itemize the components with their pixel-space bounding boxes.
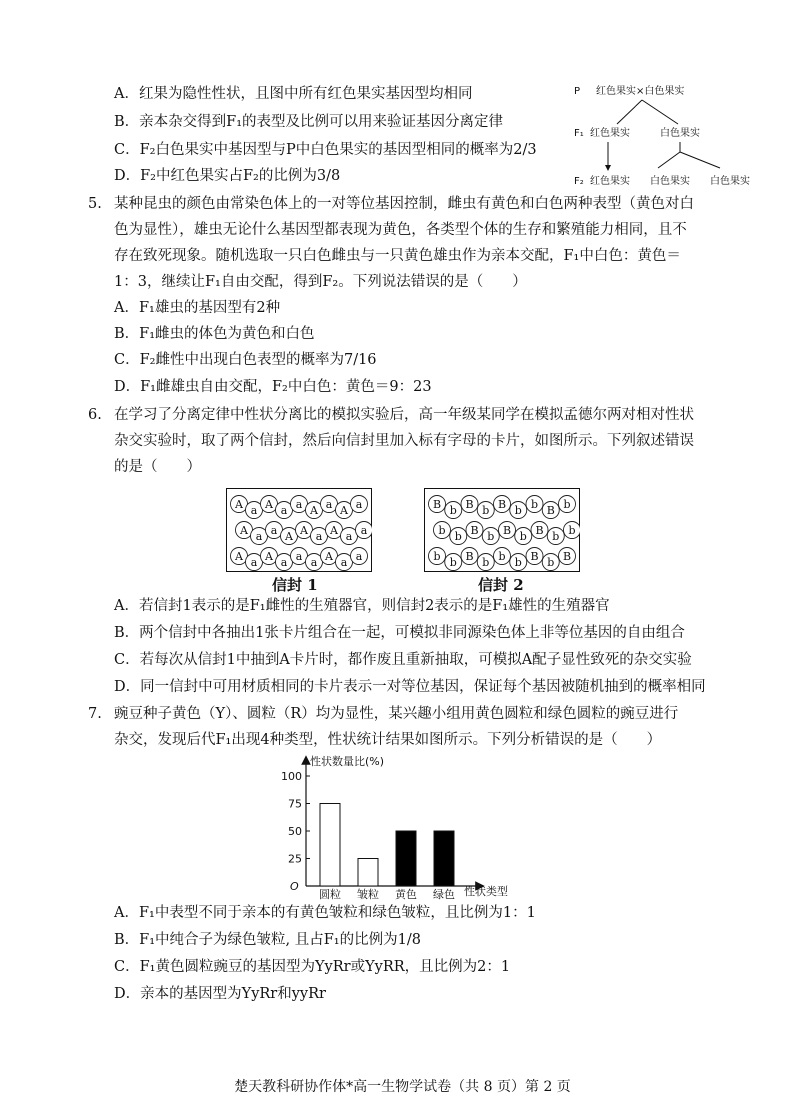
envelope-1-card-letter: a: [315, 530, 323, 543]
f2-white-2: 白色果实: [710, 176, 750, 187]
envelope-1: [226, 488, 372, 572]
bar-4: [434, 831, 454, 886]
x-axis-label: 性状类型: [464, 885, 508, 898]
q6-stem-3: 的是（ ）: [114, 459, 201, 475]
q7-option-d: D．亲本的基因型为YyRr和yyRr: [114, 986, 326, 1002]
envelope-2-card: [494, 548, 511, 565]
envelope-2-card-letter: B: [465, 498, 474, 511]
q5-option-a: A．F₁雄虫的基因型有2种: [114, 300, 281, 316]
envelope-1-card: [351, 548, 368, 565]
envelope-2-card-letter: b: [482, 556, 490, 569]
envelope-2-card: [542, 502, 559, 519]
p-cross-text: 红色果实×白色果实: [596, 86, 685, 97]
envelope-1-card: [246, 502, 263, 519]
envelope-1-card-letter: a: [295, 498, 303, 511]
page-footer: 楚天教科研协作体*高一生物学试卷（共 8 页）第 2 页: [234, 1079, 571, 1095]
envelope-1-card: [251, 528, 268, 545]
envelope-2-card-letter: b: [552, 530, 560, 543]
envelope-2-card: [461, 496, 478, 513]
envelope-1-card-letter: a: [295, 550, 303, 563]
envelope-2-card-letter: b: [454, 530, 462, 543]
envelope-1-card-letter: a: [360, 524, 368, 537]
trait-ratio-bar-chart: [270, 754, 540, 900]
f2-white-1: 白色果实: [650, 176, 690, 187]
envelope-1-card-letter: a: [250, 504, 258, 517]
envelope-1-card-letter: a: [310, 556, 318, 569]
envelope-1-card-letter: a: [250, 556, 258, 569]
envelope-2-card-letter: B: [530, 550, 539, 563]
envelope-2-card: [526, 496, 543, 513]
envelope-2-card: [559, 548, 576, 565]
envelope-1-card: [326, 522, 343, 539]
envelope-2-card: [477, 554, 494, 571]
y-axis-label: 性状数量比(%): [310, 755, 385, 768]
envelope-2-card-letter: b: [433, 550, 441, 563]
f2-label: F₂: [574, 176, 584, 187]
envelope-1-card-letter: A: [300, 524, 308, 537]
envelope-1-card-letter: a: [325, 498, 333, 511]
envelope-1-card: [261, 548, 278, 565]
envelope-2-card: [434, 522, 451, 539]
q5-stem-3: 存在致死现象。随机选取一只白色雌虫与一只黄色雄虫作为亲本交配，F₁中白色：黄色＝: [114, 248, 681, 264]
envelope-2-card-letter: b: [519, 530, 527, 543]
envelope-2-card: [510, 554, 527, 571]
q6-stem-2: 杂交实验时，取了两个信封，然后向信封里加入标有字母的卡片，如图所示。下列叙述错误: [114, 433, 694, 449]
envelope-1-card: [291, 496, 308, 513]
q5-option-b: B．F₁雌虫的体色为黄色和白色: [114, 326, 315, 342]
envelope-2-card: [429, 496, 446, 513]
envelope-2-card-letter: B: [546, 504, 555, 517]
envelope-1-card: [291, 548, 308, 565]
envelope-1-card: [261, 496, 278, 513]
q5-option-d: D．F₁雌雄虫自由交配，F₂中白色：黄色＝9：23: [114, 379, 432, 395]
q5-stem-2: 色为显性），雄虫无论什么基因型都表现为黄色，各类型个体的生存和繁殖能力相同，且不: [114, 222, 687, 238]
f1-white: 白色果实: [660, 128, 700, 139]
q7-stem-2: 杂交，发现后代F₁出现4种类型，性状统计结果如图所示。下列分析错误的是（ ）: [114, 732, 662, 748]
envelope-1-card: [266, 522, 283, 539]
q6-option-c: C．若每次从信封1中抽到A卡片时，都作废且重新抽取，可模拟A配子显性致死的杂交实验: [114, 652, 692, 668]
envelope-1-card-letter: A: [325, 550, 333, 563]
q6-option-a: A．若信封1表示的是F₁雌性的生殖器官，则信封2表示的是F₁雄性的生殖器官: [114, 598, 610, 614]
bar-1: [320, 804, 340, 887]
q5-stem-4: 1：3，继续让F₁自由交配，得到F₂。下列说法错误的是（ ）: [114, 274, 527, 290]
envelope-1-card: [341, 528, 358, 545]
envelope-2-card: [445, 502, 462, 519]
envelope-1-card: [321, 548, 338, 565]
envelope-2-card: [531, 522, 548, 539]
envelope-1-card: [296, 522, 313, 539]
envelope-2-card: [510, 502, 527, 519]
q5-number: 5.: [88, 196, 102, 212]
envelope-1-card: [336, 554, 353, 571]
q6-stem-1: 在学习了分离定律中性状分离比的模拟实验后，高一年级某同学在模拟孟德尔两对相对性状: [114, 407, 694, 423]
envelope-1-card-letter: a: [280, 504, 288, 517]
origin-label: O: [290, 880, 299, 893]
envelope-2-card-letter: b: [482, 504, 490, 517]
envelope-2-card: [515, 528, 532, 545]
f1-red: 红色果实: [590, 128, 630, 139]
envelope-2-card-letter: B: [432, 498, 442, 511]
envelope-2-card: [499, 522, 516, 539]
envelope-1-card: [356, 522, 373, 539]
envelope-2-card-letter: B: [465, 550, 474, 563]
envelope-2-card: [466, 522, 483, 539]
envelope-1-card-letter: a: [355, 550, 363, 563]
envelope-1-card-letter: a: [355, 498, 363, 511]
envelope-1-card-letter: A: [285, 530, 293, 543]
q6-option-d: D．同一信封中可用材质相同的卡片表示一对等位基因，保证每个基因被随机抽到的概率相同: [114, 679, 706, 695]
envelope-1-card-letter: A: [340, 504, 348, 517]
category-label: 绿色: [433, 888, 455, 900]
bar-3: [396, 831, 416, 886]
envelope-2-card-letter: B: [562, 550, 572, 563]
envelope-2-card: [461, 548, 478, 565]
envelope-1-card-letter: a: [340, 556, 348, 569]
envelope-2-card-letter: b: [563, 498, 571, 511]
envelope-2-card-letter: b: [498, 550, 506, 563]
envelope-1-card-letter: A: [235, 498, 243, 511]
envelope-1-card: [306, 502, 323, 519]
envelope-1-card-letter: A: [235, 550, 243, 563]
envelope-2-card-letter: b: [514, 556, 522, 569]
envelope-1-card: [351, 496, 368, 513]
envelope-1-card: [321, 496, 338, 513]
envelope-2-card: [542, 554, 559, 571]
envelope-2-card: [559, 496, 576, 513]
envelope-2-card-letter: b: [487, 530, 495, 543]
q7-number: 7.: [88, 706, 102, 722]
envelope-1-card: [336, 502, 353, 519]
envelope-2: [424, 488, 580, 572]
envelope-1-card-letter: A: [330, 524, 338, 537]
category-label: 圆粒: [319, 888, 341, 900]
envelope-2-card: [450, 528, 467, 545]
q7-option-b: B．F₁中纯合子为绿色皱粒, 且占F₁的比例为1/8: [114, 932, 421, 948]
envelope-2-caption: 信封 2: [478, 576, 524, 594]
q4-option-c: C．F₂白色果实中基因型与P中白色果实的基因型相同的概率为2/3: [114, 142, 537, 158]
envelope-2-card-letter: b: [449, 504, 457, 517]
envelope-2-card: [494, 496, 511, 513]
envelope-2-card: [547, 528, 564, 545]
envelope-2-card-letter: B: [497, 498, 507, 511]
envelope-1-card-letter: A: [240, 524, 248, 537]
envelope-2-card: [526, 548, 543, 565]
envelope-1-card: [231, 496, 248, 513]
envelope-1-card-letter: a: [270, 524, 278, 537]
envelope-2-card-letter: b: [530, 498, 539, 511]
q7-stem-1: 豌豆种子黄色（Y）、圆粒（R）均为显性，某兴趣小组用黄色圆粒和绿色圆粒的豌豆进行: [114, 706, 679, 722]
bar-2: [358, 859, 378, 887]
envelope-1-card-letter: A: [310, 504, 318, 517]
q4-option-a: A．红果为隐性性状，且图中所有红色果实基因型均相同: [114, 86, 473, 102]
q7-option-c: C．F₁黄色圆粒豌豆的基因型为YyRr或YyRR，且比例为2：1: [114, 959, 511, 975]
envelope-1-card-letter: A: [265, 498, 273, 511]
q4-option-b: B．亲本杂交得到F₁的表型及比例可以用来验证基因分离定律: [114, 114, 504, 130]
envelope-2-card: [445, 554, 462, 571]
envelope-1-card: [276, 502, 293, 519]
envelope-2-card-letter: B: [502, 524, 512, 537]
q5-option-c: C．F₂雌性中出现白色表型的概率为7/16: [114, 352, 377, 368]
envelope-1-card: [236, 522, 253, 539]
envelope-1-card-letter: a: [345, 530, 353, 543]
q6-option-b: B．两个信封中各抽出1张卡片组合在一起，可模拟非同源染色体上非等位基因的自由组合: [114, 625, 685, 641]
q7-option-a: A．F₁中表型不同于亲本的有黄色皱粒和绿色皱粒，且比例为1：1: [114, 905, 536, 921]
envelope-1-card-letter: a: [280, 556, 288, 569]
envelope-1-card: [276, 554, 293, 571]
envelope-2-card-letter: b: [449, 556, 457, 569]
q5-stem-1: 某种昆虫的颜色由常染色体上的一对等位基因控制，雌虫有黄色和白色两种表型（黄色对白: [114, 196, 694, 212]
envelope-2-card-letter: B: [535, 524, 544, 537]
envelope-2-card-letter: b: [514, 504, 522, 517]
category-label: 皱粒: [357, 888, 379, 900]
q6-number: 6.: [88, 407, 102, 423]
envelope-2-card: [482, 528, 499, 545]
f1-label: F₁: [574, 128, 584, 139]
envelope-1-card-letter: a: [255, 530, 263, 543]
envelope-2-card: [477, 502, 494, 519]
envelope-1-card-letter: A: [265, 550, 273, 563]
envelope-1-card: [231, 548, 248, 565]
f2-red: 红色果实: [590, 176, 630, 187]
envelope-2-card-letter: b: [547, 556, 555, 569]
envelope-2-card: [429, 548, 446, 565]
y-tick-label: 25: [288, 852, 302, 866]
genetic-cross-diagram: [570, 80, 790, 190]
envelope-1-card: [311, 528, 328, 545]
q4-option-d: D．F₂中红色果实占F₂的比例为3/8: [114, 168, 341, 184]
envelope-1-card: [246, 554, 263, 571]
p-label: P: [574, 86, 581, 97]
envelope-1-card: [281, 528, 298, 545]
y-tick-label: 100: [281, 770, 302, 783]
envelope-2-card: [564, 522, 581, 539]
envelope-1-card: [306, 554, 323, 571]
y-tick-label: 75: [288, 797, 302, 811]
category-label: 黄色: [395, 888, 417, 900]
y-tick-label: 50: [288, 825, 302, 838]
envelope-2-card-letter: b: [438, 524, 446, 537]
envelope-2-card-letter: B: [470, 524, 479, 537]
envelope-1-caption: 信封 1: [272, 576, 318, 594]
envelope-2-card-letter: b: [568, 524, 576, 537]
